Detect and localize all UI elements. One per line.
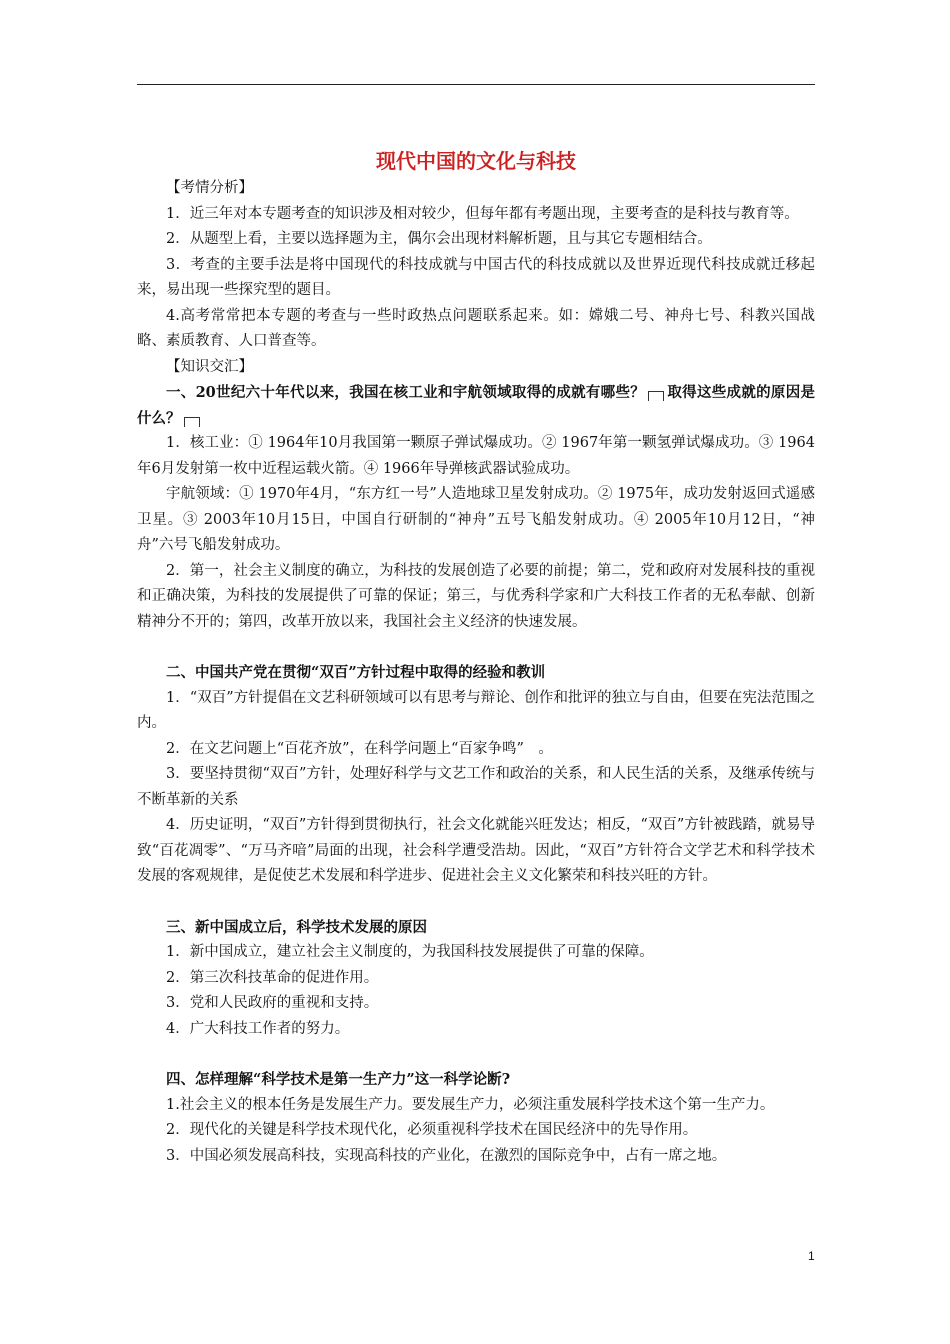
question-3-item-2: 2．第三次科技革命的促进作用。 [166,969,379,986]
section-label-kaoqing: 【考情分析】 [166,180,253,196]
question-1-heading [137,380,815,431]
question-3-item-1: 1．新中国成立，建立社会主义制度的，为我国科技发展提供了可靠的保障。 [166,944,654,960]
question-4-item-1: 1.社会主义的根本任务是发展生产力。要发展生产力，必须注重发展科学技术这个第一生产力。 [166,1096,775,1113]
question-1-answer-nuclear: 1．核工业：① 1964年10月我国第一颗原子弹试爆成功。② 1967年第一颗氢弹试爆成功。③ 1964年6月发射第一枚中近程运载火箭。④ 1966年导弹核武器试验成功。 [137,435,815,477]
spacer [137,635,815,660]
kaoqing-item-3: 3．考查的主要手法是将中国现代的科技成就与中国古代的科技成就以及世界近现代科技成就迁移起来，易出现一些探究型的题目。 [137,256,815,298]
question-1-answer-space: 宇航领域：① 1970年4月，“东方红一号”人造地球卫星发射成功。② 1975年，成功发射返回式遥感卫星。③ 2003年10月15日，中国自行研制的“神舟”五号飞船发射成功。④ 2005年10月12日，“神舟”六号飞船发射成功。 [137,486,815,553]
question-2-item-1: 1．“双百”方针提倡在文艺科研领域可以有思考与辩论、创作和批评的独立与自由，但要在宪法范围之内。 [137,689,815,731]
kaoqing-item-2: 2．从题型上看，主要以选择题为主，偶尔会出现材料解析题，且与其它专题相结合。 [166,231,712,247]
question-4-item-3: 3．中国必须发展高科技，实现高科技的产业化，在激烈的国际竞争中，占有一席之地。 [166,1147,727,1164]
question-1-answer-reasons: 2．第一，社会主义制度的确立，为科技的发展创造了必要的前提；第二，党和政府对发展科技的重视和正确决策，为科技的发展提供了可靠的保证；第三，与优秀科学家和广大科技工作者的无私奉献、创新精神分不开的；第四，改革开放以来，我国社会主义经济的快速发展。 [137,562,815,630]
section-label-zhishi: 【知识交汇】 [166,358,253,375]
edit-mark-icon [184,417,200,427]
kaoqing-item-1: 1．近三年对本专题考查的知识涉及相对较少，但每年都有考题出现，主要考查的是科技与教育等。 [166,205,799,222]
question-4-heading: 四、怎样理解“科学技术是第一生产力”这一科学论断? [166,1071,511,1088]
document-title: 现代中国的文化与科技 [376,149,576,173]
question-2-heading: 二、中国共产党在贯彻“双百”方针过程中取得的经验和教训 [166,664,546,681]
question-2-item-3: 3．要坚持贯彻“双百”方针，处理好科学与文艺工作和政治的关系，和人民生活的关系，及继承传统与不断革新的关系 [137,766,815,808]
kaoqing-item-4: 4.高考常常把本专题的考查与一些时政热点问题联系起来。如：嫦娥二号、神舟七号、科教兴国战略、素质教育、人口普查等。 [137,307,815,349]
question-2-item-2: 2．在文艺问题上“百花齐放”，在科学问题上“百家争鸣” 。 [166,740,553,757]
question-4-item-2: 2．现代化的关键是科学技术现代化，必须重视科学技术在国民经济中的先导作用。 [166,1122,698,1138]
question-2-item-4: 4．历史证明，“双百”方针得到贯彻执行，社会文化就能兴旺发达；相反，“双百”方针被践踏，就易导致“百花凋零”、“万马齐喑”局面的出现，社会科学遭受浩劫。因此，“双百”方针符合文学艺术和科学技术发展的客观规律，是促使艺术发展和科学进步、促进社会主义文化繁荣和科技兴旺的方针。 [137,817,815,884]
spacer [137,890,815,915]
page-number: 1 [808,1249,815,1263]
question-3-heading: 三、新中国成立后，科学技术发展的原因 [166,918,427,936]
question-3-item-3: 3．党和人民政府的重视和支持。 [166,995,379,1011]
question-1-heading-part-a: 一、20世纪六十年代以来，我国在核工业和宇航领域取得的成就有哪些？ [166,384,646,401]
header-rule [137,84,815,85]
edit-mark-icon [648,391,664,401]
question-1-heading-part-b: 取得这些成就的原因是什么？ [137,384,815,427]
question-3-item-4: 4．广大科技工作者的努力。 [166,1020,350,1037]
spacer [137,1042,815,1067]
document-body [137,146,815,1169]
